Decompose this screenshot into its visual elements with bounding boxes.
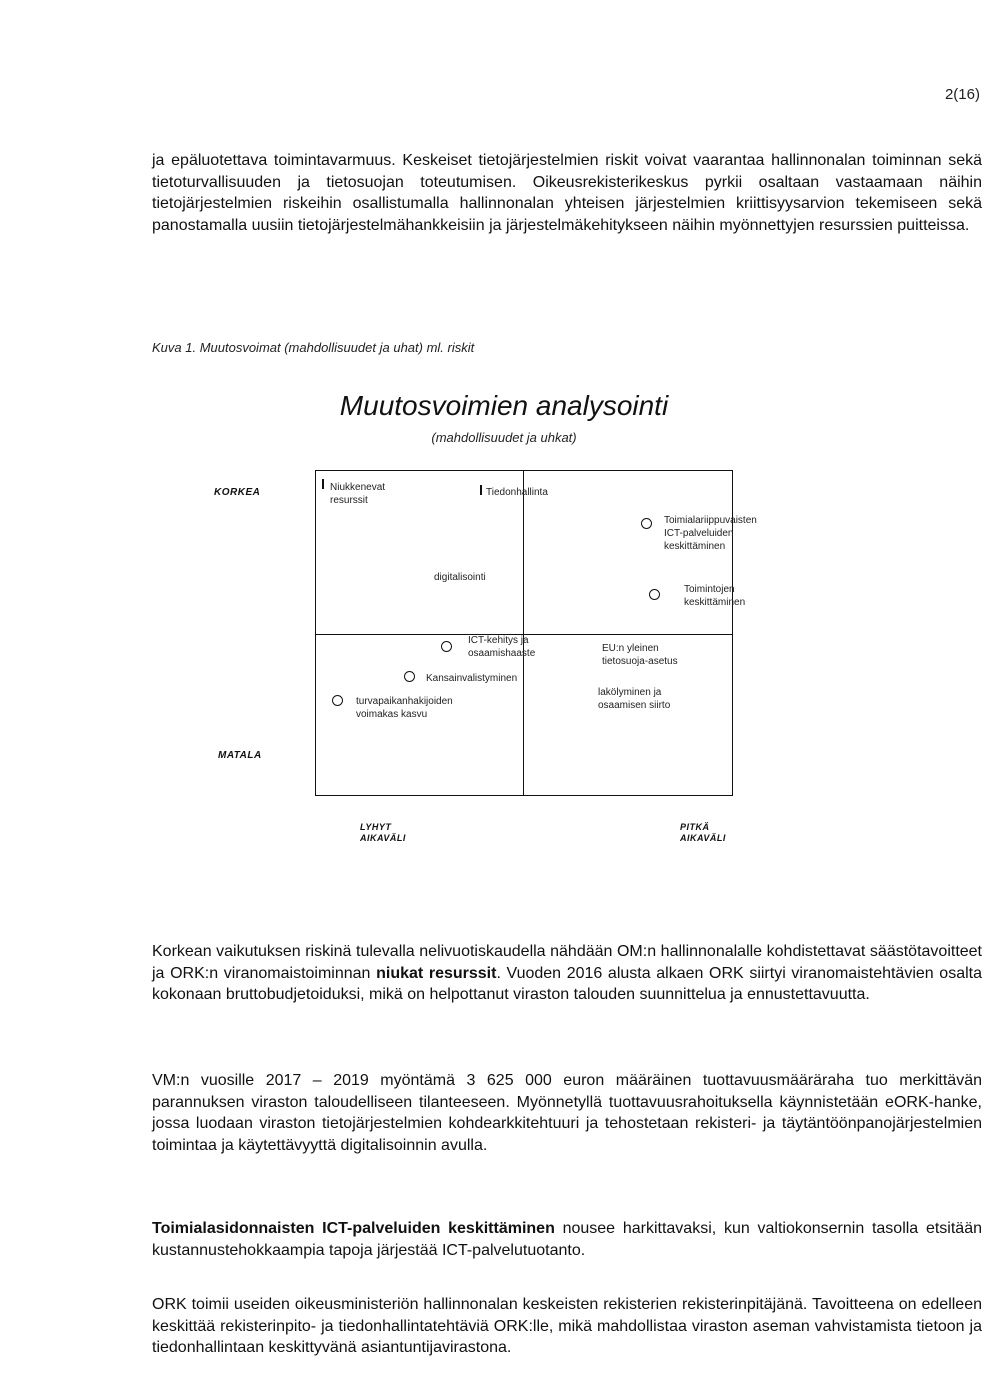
paragraph-2: VM:n vuosille 2017 – 2019 myöntämä 3 625 000 euron määräinen tuottavuusmääräraha tuo merkittävän parannuksen viraston taloudelliseen tilanteeseen. Myönnetyllä tuottavuusrahoituksella käynnistetään eORK-hanke, jossa luodaan viraston tietojärjestelmien kohdearkkitehtuuri ja tehostetaan rekisteri- ja täytäntöönpanojärjestelmien toimintaa ja käytettävyyttä digitalisoinnin avulla. [152,1072,982,1154]
circle-marker-icon [332,695,343,706]
item-tiedonhallinta: Tiedonhallinta [486,487,548,498]
figure-caption: Kuva 1. Muutosvoimat (mahdollisuudet ja uhat) ml. riskit [152,340,475,355]
x-axis-short-label: LYHYT AIKAVÄLI [360,822,406,843]
item-ict-kehitys: ICT-kehitys ja osaamishaaste [468,635,536,659]
item-toimintojen-keskittaminen: Toimintojen keskittäminen [684,584,746,608]
y-axis-high-label: KORKEA [214,487,261,498]
circle-marker-icon [641,518,652,529]
paragraph-1-bold: niukat resurssit [376,964,497,982]
page-number: 2(16) [944,86,980,103]
item-toimiala-ict: Toimialariippuvaisten ICT-palveluiden keskittäminen [664,515,757,552]
paragraph-1-text-a: Korkean vaikutuksen riskinä tulevalla nelivuotiskaudella nähdään OM:n hallinnonalalle kohdistettavat säästötavoitteet ja ORK:n viranomaistoiminnan [152,943,982,982]
item-tekoaly: lakölyminen ja osaamisen siirto [598,687,671,711]
circle-marker-icon [649,589,660,600]
marker-icon [480,485,482,495]
circle-marker-icon [441,641,452,652]
item-kansainvalistyminen: Kansainvalistyminen [426,673,518,684]
marker-icon [322,479,324,489]
paragraph-4: ORK toimii useiden oikeusministeriön hallinnonalan keskeisten rekisterien rekisterinpitäjänä. Tavoitteena on edelleen keskittää rekisterinpito- ja tiedonhallintatehtäviä ORK:lle, mikä mahdollistaa viraston aseman vahvistamista tietoon ja tiedonhallintaan keskittyvänä asiantuntijavirastona. [152,1296,982,1356]
item-turvapaikanhakijat: turvapaikanhakijoiden voimakas kasvu [356,696,453,720]
item-eu-tietosuoja: EU:n yleinen tietosuoja-asetus [602,643,678,667]
paragraph-3-bold: Toimialasidonnaisten ICT-palveluiden keskittäminen [152,1220,555,1237]
y-axis-low-label: MATALA [218,750,262,761]
paragraph-1-text-b: . Vuoden 2016 alusta alkaen ORK siirtyi viranomaistehtävien osalta kokonaan bruttobudjetoiduksi, mikä on helpottanut viraston talouden suunnittelua ja ennustettavuutta. [152,964,983,1003]
paragraph-3 [152,1218,982,1261]
risk-matrix [315,470,757,796]
figure-subtitle: (mahdollisuudet ja uhkat) [431,430,577,445]
item-digitalisointi: digitalisointi [434,572,486,583]
intro-paragraph: ja epäluotettava toimintavarmuus. Keskeiset tietojärjestelmien riskit voivat vaarantaa hallinnonalan toiminnan sekä tietoturvallisuuden ja tietosuojan toteutumisen. Oikeusrekisterikeskus pyrkii osaltaan vastaamaan näihin tietojärjestelmien riskeihin osallistumalla hallinnonalan yhteisen järjestelmien kriittisyysarvion tekemiseen sekä panostamalla uusiin tietojärjestelmähankkeisiin ja järjestelmäkehitykseen näihin myönnettyjen resurssien puitteissa. [152,152,982,234]
matrix-vertical-divider [523,471,524,795]
x-axis-long-label: PITKÄ AIKAVÄLI [680,822,726,843]
figure-title: Muutosvoimien analysointi [339,390,669,421]
paragraph-3-text: nousee harkittavaksi, kun valtiokonsernin tasolla etsitään kustannustehokkaampia tapoja järjestää ICT-palvelutuotanto. [152,1220,982,1259]
circle-marker-icon [404,671,415,682]
paragraph-1 [152,941,982,1006]
item-niukkenevat-resurssit: Niukkenevat resurssit [330,482,386,506]
